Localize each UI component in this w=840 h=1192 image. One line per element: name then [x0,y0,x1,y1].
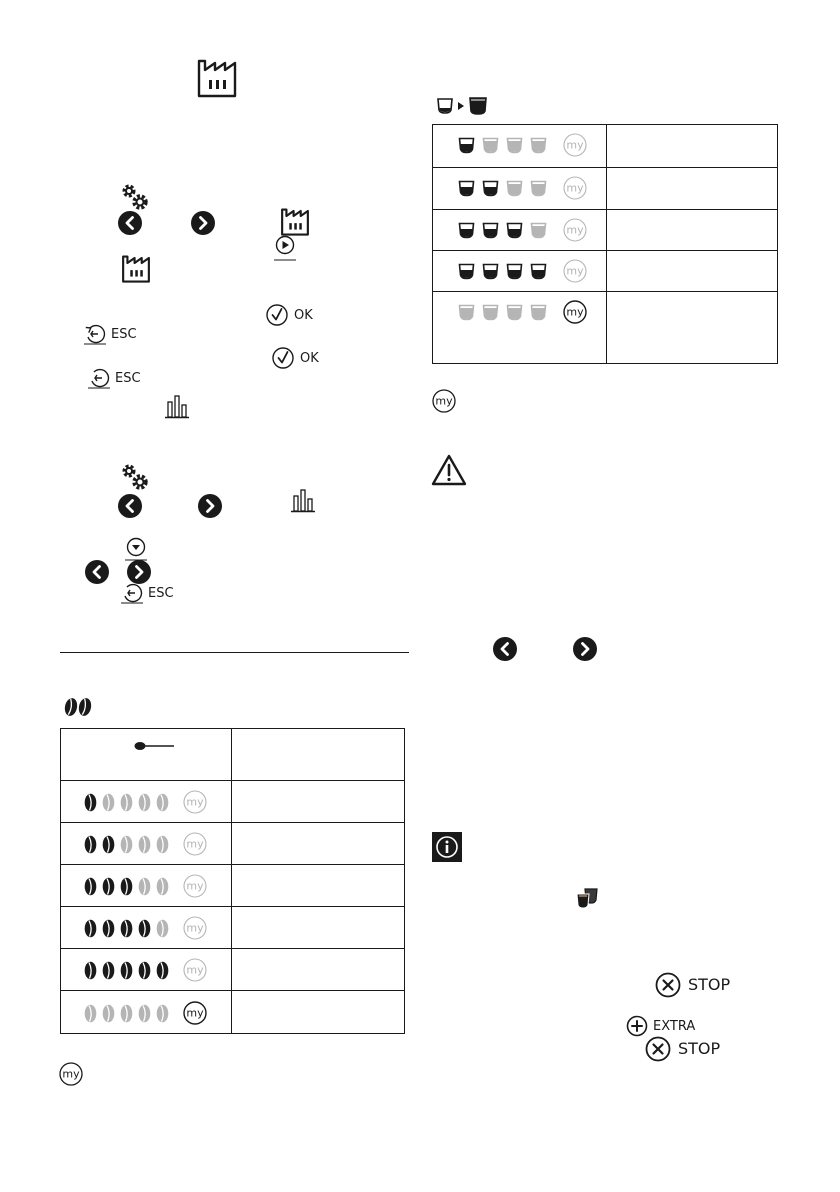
strength-row [61,990,404,1035]
svg-text:my: my [186,837,204,851]
extra-label: EXTRA [653,1018,696,1034]
cup-icon-empty [482,137,499,154]
stop-label: STOP [688,975,731,994]
coffee-bean-icon-empty [156,793,169,812]
cup-icon-filled [506,222,523,239]
coffee-bean-icon-filled [138,961,151,980]
coffee-bean-icon-empty [156,877,169,896]
cup-icon-empty [530,222,547,239]
volume-level-icons [458,218,587,242]
my-profile-icon [563,300,587,324]
bar-chart-icon [164,393,190,419]
my-profile-icon [563,218,587,242]
esc-button[interactable] [88,367,141,389]
strength-level-icons [84,1001,207,1025]
coffee-bean-icon-filled [84,793,97,812]
coffee-bean-icon-empty [156,1004,169,1023]
ok-button[interactable] [266,304,313,326]
ok-label: OK [294,307,313,323]
cup-size-header [436,96,488,116]
esc-back-icon [121,582,143,604]
volume-table [432,124,778,364]
strength-row [61,948,404,990]
arrow-right-icon[interactable] [191,211,215,235]
coffee-bean-icon-filled [102,919,115,938]
cup-icon-empty [506,137,523,154]
esc-button[interactable] [121,582,174,604]
gears-icon [121,463,149,491]
svg-text:my: my [186,963,204,977]
volume-row [433,167,777,209]
cup-icon-empty [530,304,547,321]
coffee-bean-icon-filled [84,835,97,854]
coffee-bean-icon-filled [102,835,115,854]
volume-level-icons [458,259,587,283]
bar-chart-icon [290,487,316,513]
arrow-left-icon[interactable] [118,211,142,235]
cup-icon-empty [506,304,523,321]
my-profile-icon [183,916,207,940]
section-divider [60,652,409,653]
my-profile-icon [432,389,456,413]
coffee-bean-icon-filled [102,877,115,896]
coffee-bean-icon-filled [138,919,151,938]
cup-icon-filled [482,263,499,280]
arrow-left-icon[interactable] [118,494,142,518]
strength-row [61,906,404,948]
stop-icon [645,1036,671,1062]
svg-text:my: my [186,879,204,893]
esc-button[interactable] [84,323,137,345]
svg-text:my: my [566,223,584,237]
cup-icon-filled [506,263,523,280]
double-espresso-icon [573,886,603,910]
cup-icon-filled [530,263,547,280]
volume-level-icons [458,176,587,200]
ok-label: OK [300,350,319,366]
arrow-left-icon[interactable] [493,637,517,661]
cup-icon-filled [458,137,475,154]
stop-button[interactable] [655,972,730,998]
warning-icon [431,454,467,486]
volume-row [433,250,777,291]
coffee-bean-icon-filled [84,919,97,938]
my-profile-icon [563,133,587,157]
cup-icon-empty [458,304,475,321]
coffee-bean-icon-empty [156,835,169,854]
volume-row [433,209,777,250]
strength-level-icons [84,874,207,898]
factory-icon [280,206,310,236]
coffee-bean-icon-empty [138,877,151,896]
extra-icon [626,1015,648,1037]
coffee-bean-icon-empty [84,1004,97,1023]
svg-text:my: my [186,921,204,935]
extra-button[interactable] [626,1015,695,1037]
my-profile-icon [183,790,207,814]
ok-check-icon [266,304,288,326]
esc-label: ESC [115,370,141,386]
cup-icon-filled [482,222,499,239]
down-icon[interactable] [125,537,147,561]
coffee-bean-icon [62,697,94,717]
coffee-bean-icon-empty [102,1004,115,1023]
strength-row [61,864,404,906]
my-profile-icon [59,1062,83,1086]
cup-icon-filled [458,180,475,197]
coffee-bean-icon-empty [138,793,151,812]
svg-text:my: my [186,795,204,809]
svg-text:my: my [566,138,584,152]
svg-text:my: my [566,305,584,319]
coffee-bean-icon-empty [102,793,115,812]
strength-table [60,728,405,1034]
coffee-bean-icon-empty [120,793,133,812]
my-label: my [62,1067,80,1081]
strength-level-icons [84,790,207,814]
spoon-icon [134,740,174,752]
gears-icon [121,183,149,211]
stop-button[interactable] [645,1036,720,1062]
stop-label: STOP [678,1039,721,1058]
ok-button[interactable] [272,347,319,369]
coffee-bean-icon-filled [102,961,115,980]
svg-text:my: my [566,264,584,278]
svg-text:my: my [186,1006,204,1020]
arrow-right-icon[interactable] [573,637,597,661]
my-profile-icon [183,958,207,982]
arrow-right-icon[interactable] [127,560,151,584]
factory-icon [196,56,238,98]
info-icon [432,832,462,862]
stop-icon [655,972,681,998]
volume-level-icons [458,300,587,324]
my-profile-icon [563,259,587,283]
coffee-bean-icon-filled [156,961,169,980]
strength-level-icons [84,958,207,982]
strength-row [61,780,404,822]
arrow-left-icon[interactable] [85,560,109,584]
my-profile-icon [183,832,207,856]
cup-icon-filled [482,180,499,197]
esc-label: ESC [111,326,137,342]
cup-icon [468,96,488,116]
coffee-bean-icon-empty [120,1004,133,1023]
arrow-right-icon[interactable] [198,494,222,518]
coffee-bean-icon-filled [120,877,133,896]
esc-label: ESC [148,585,174,601]
cup-icon-filled [458,222,475,239]
my-profile-icon [563,176,587,200]
my-profile-icon [183,874,207,898]
cup-icon-filled [458,263,475,280]
cup-icon-empty [482,304,499,321]
cup-icon [436,97,454,115]
cup-icon-empty [530,137,547,154]
play-icon[interactable] [274,235,296,261]
my-profile-icon [183,1001,207,1025]
strength-level-icons [84,832,207,856]
my-label: my [435,394,453,408]
esc-back-icon [84,323,106,345]
strength-row [61,822,404,864]
coffee-bean-icon-empty [138,1004,151,1023]
coffee-bean-icon-empty [156,919,169,938]
coffee-bean-icon-filled [120,961,133,980]
volume-row [433,125,777,167]
coffee-bean-icon-filled [84,877,97,896]
volume-level-icons [458,133,587,157]
factory-icon [121,253,151,283]
arrow-right-small-icon [457,101,465,111]
volume-row [433,291,777,364]
coffee-bean-icon-empty [120,835,133,854]
cup-icon-empty [506,180,523,197]
strength-level-icons [84,916,207,940]
coffee-bean-icon-empty [138,835,151,854]
coffee-bean-icon-filled [120,919,133,938]
coffee-bean-icon-filled [84,961,97,980]
svg-text:my: my [566,181,584,195]
ok-check-icon [272,347,294,369]
esc-back-icon [88,367,110,389]
cup-icon-empty [530,180,547,197]
